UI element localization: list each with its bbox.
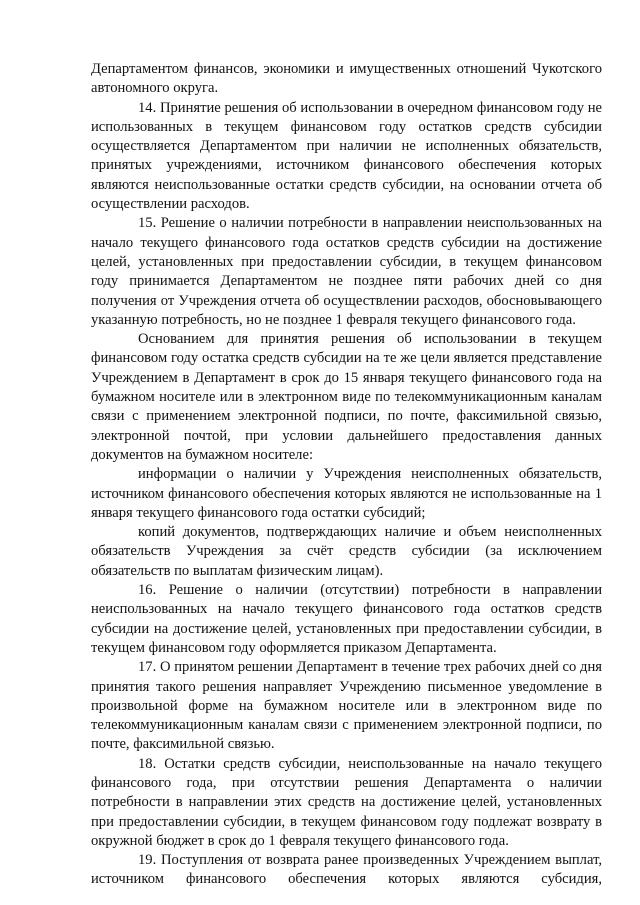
paragraph-continuation: Департаментом финансов, экономики и имущественных отношений Чукотского автономного округа. (91, 61, 602, 97)
paragraph-17: 17. О принятом решении Департамент в течение трех рабочих дней со дня принятия такого решения направляет Учреждению письменное уведомление в произвольной форме на бумажном носителе или в электронном виде по телекоммуникационным каналам связи с применением электронной подписи, по почте, факсимильной связью. (91, 659, 602, 753)
paragraph-information: информации о наличии у Учреждения неисполненных обязательств, источником финансового обеспечения которых являются не использованные на 1 января текущего финансового года остатки субсидий; (91, 466, 602, 521)
paragraph-14: 14. Принятие решения об использовании в очередном финансовом году не использованных в текущем финансовом году остатков средств субсидии осуществляется Департаментом при наличии не исполненных обязательств, принятых учреждениями, источником финансового обеспечения которых являются неиспользованные остатки средств субсидии, на основании отчета об осуществлении расходов. (91, 99, 602, 213)
paragraph-copies: копий документов, подтверждающих наличие и объем неисполненных обязательств Учреждения за счёт средств субсидии (за исключением обязательств по выплатам физическим лицам). (91, 524, 602, 579)
paragraph-15: 15. Решение о наличии потребности в направлении неиспользованных на начало текущего финансового года остатков средств субсидии на достижение целей, установленных при предоставлении субсидии, в текущем финансовом году принимается Департаментом не позднее пяти рабочих дней со дня получения от Учреждения отчета об осуществлении расходов, обосновывающего указанную потребность, но не позднее 1 февраля текущего финансового года. (91, 215, 602, 328)
paragraph-16: 16. Решение о наличии (отсутствии) потребности в направлении неиспользованных на начало текущего финансового года остатков средств субсидии на достижение целей, установленных при предоставлении субсидии, в текущем финансовом году оформляется приказом Департамента. (91, 582, 602, 656)
paragraph-19: 19. Поступления от возврата ранее произведенных Учреждением выплат, источником финансового обеспечения которых являются субсидия, (91, 852, 602, 888)
paragraph-basis: Основанием для принятия решения об использовании в текущем финансовом году остатка средств субсидии на те же цели является представление Учреждением в Департамент в срок до 15 января текущего финансового года на бумажном носителе или в электронном виде по телекоммуникационным каналам связи с применением электронной подписи, по почте, факсимильной связью, электронной почтой, при условии дальнейшего предоставления данных документов на бумажном носителе: (91, 331, 602, 463)
paragraph-18: 18. Остатки средств субсидии, неиспользованные на начало текущего финансового года, при отсутствии решения Департамента о наличии потребности в направлении этих средств на достижение целей, установленных при предоставлении субсидии, в текущем финансовом году подлежат возврату в окружной бюджет в срок до 1 февраля текущего финансового года. (91, 755, 602, 849)
